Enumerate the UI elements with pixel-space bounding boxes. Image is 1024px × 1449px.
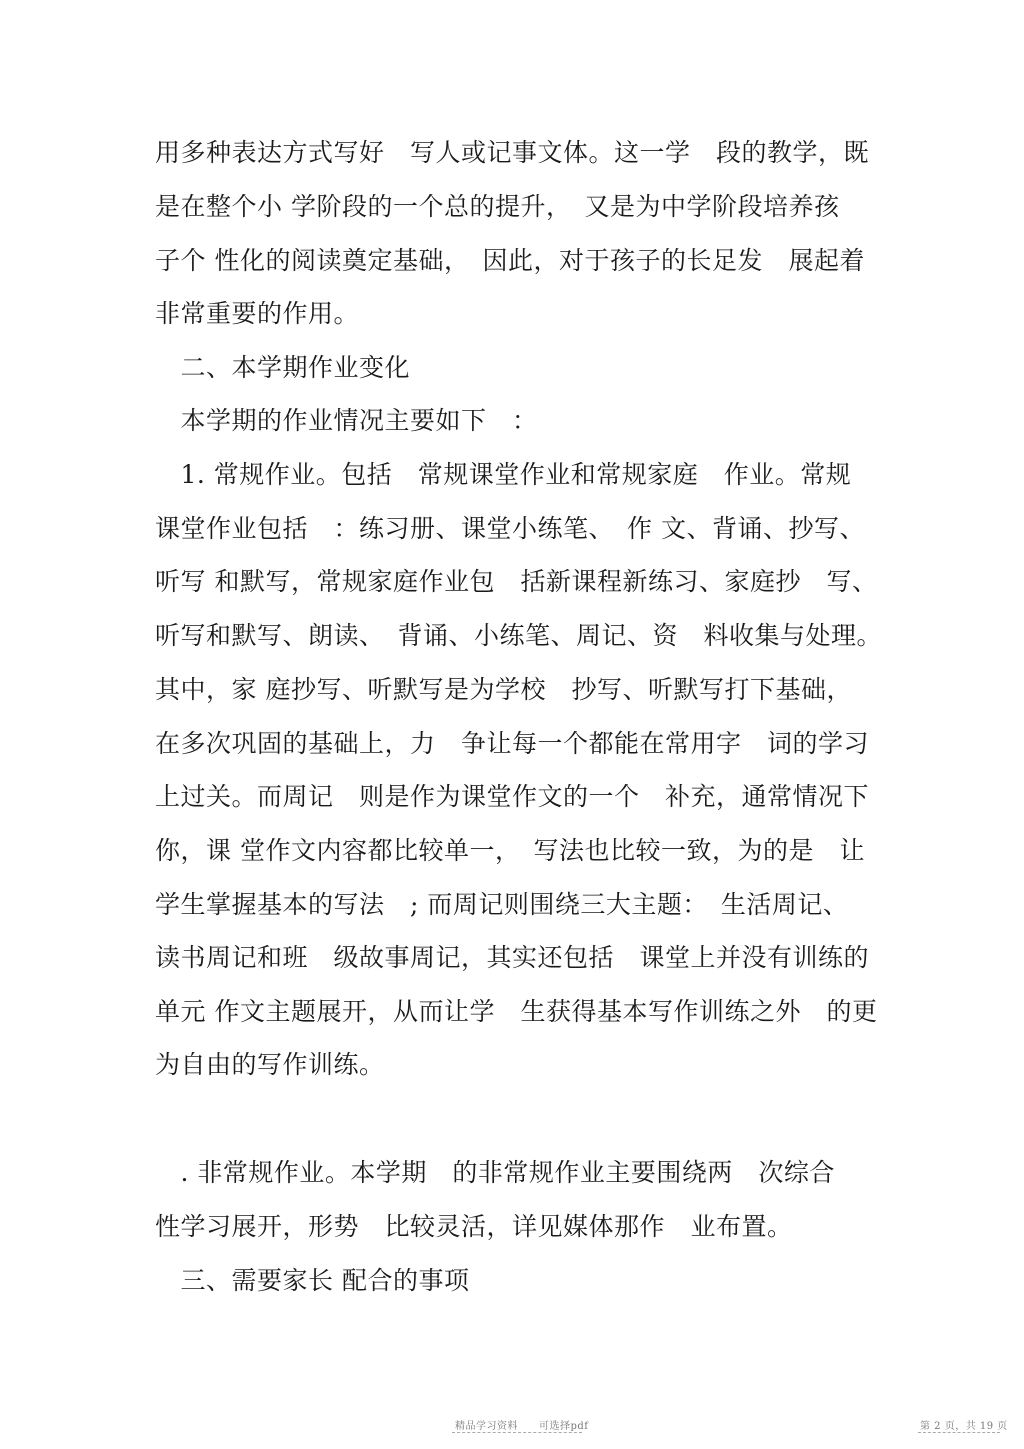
paragraph-line: 听写 和默写，常规家庭作业包 括新课程新练习、家庭抄 写、	[155, 567, 878, 596]
paragraph-line: 为自由的写作训练。	[155, 1050, 385, 1079]
footer-watermark-text: 精品学习资料 可选择pdf	[455, 1421, 589, 1432]
paragraph-line: 你，课 堂作文内容都比较单一， 写法也比较一致，为的是 让	[155, 836, 865, 865]
section-heading: 二、本学期作业变化	[155, 353, 411, 382]
footer-divider	[918, 1432, 1000, 1433]
paragraph-line: 其中，家 庭抄写、听默写是为学校 抄写、听默写打下基础，	[155, 675, 852, 704]
paragraph-line: 上过关。而周记 则是作为课堂作文的一个 补充，通常情况下	[155, 782, 870, 811]
paragraph-line: 是在整个小 学阶段的一个总的提升， 又是为中学阶段培养孩	[155, 192, 840, 221]
paragraph-line: . 非常规作业。本学期 的非常规作业主要围绕两 次综合	[155, 1158, 835, 1187]
footer-divider	[452, 1432, 582, 1433]
paragraph-line: 子个 性化的阅读奠定基础， 因此，对于孩子的长足发 展起着	[155, 246, 865, 275]
paragraph-line: 在多次巩固的基础上，力 争让每一个都能在常用字 词的学习	[155, 729, 870, 758]
paragraph-line: 本学期的作业情况主要如下 ：	[155, 406, 538, 435]
paragraph-line: 1. 常规作业。包括 常规课堂作业和常规家庭 作业。常规	[155, 460, 852, 489]
paragraph-line: 单元 作文主题展开，从而让学 生获得基本写作训练之外 的更	[155, 997, 878, 1026]
paragraph-line: 非常重要的作用。	[155, 299, 360, 328]
paragraph-line: 性学习展开，形势 比较灵活，详见媒体那作 业布置。	[155, 1212, 793, 1241]
paragraph-line: 用多种表达方式写好 写人或记事文体。这一学 段的教学，既	[155, 138, 870, 167]
page-number: 第 2 页，共 19 页	[920, 1421, 1008, 1432]
section-heading: 三、需要家长 配合的事项	[155, 1266, 470, 1295]
paragraph-line: 学生掌握基本的写法 ; 而周记则围绕三大主题： 生活周记、	[155, 890, 849, 919]
paragraph-line: 课堂作业包括 ：练习册、课堂小练笔、 作 文、背诵、抄写、	[155, 514, 865, 543]
paragraph-line: 听写和默写、朗读、 背诵、小练笔、周记、资 料收集与处理。	[155, 621, 883, 650]
paragraph-line: 读书周记和班 级故事周记，其实还包括 课堂上并没有训练的	[155, 943, 870, 972]
